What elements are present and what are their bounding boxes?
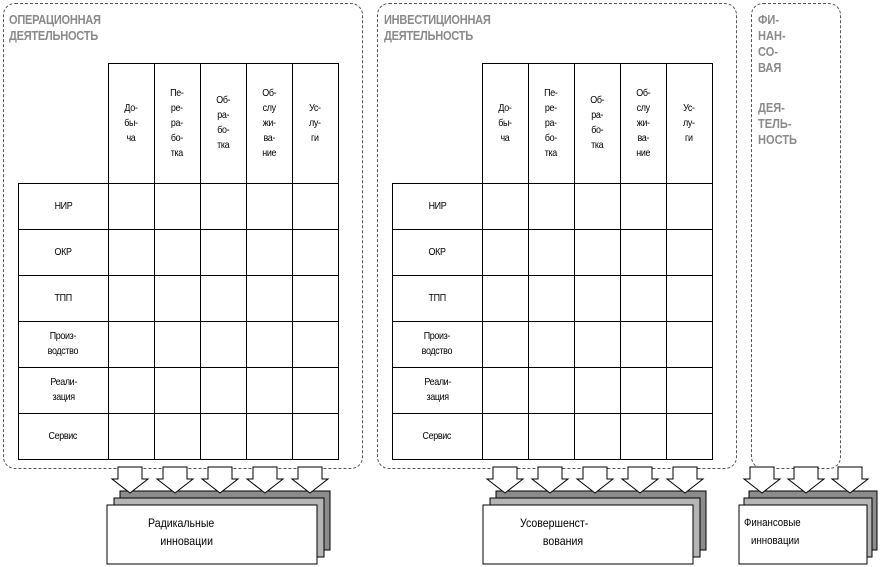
down-arrow-icon	[247, 467, 283, 493]
column-header-line: ра-	[545, 116, 557, 129]
financial-title-line: СО-	[758, 44, 778, 59]
down-arrow-icon	[112, 467, 148, 493]
financial-innovations-label	[744, 514, 801, 550]
row-header-line: Сервис	[48, 429, 78, 442]
row-header-line: Сервис	[422, 429, 452, 442]
column-header-line: бы-	[124, 116, 138, 129]
financial-title-line: НОСТЬ	[758, 132, 797, 147]
row-header-line: ОКР	[54, 245, 72, 258]
column-header-line: лу-	[309, 116, 321, 129]
financial-arrows	[744, 467, 868, 493]
down-arrow-icon	[667, 467, 703, 493]
column-header-line: ва-	[263, 131, 275, 144]
radical-label-line1: Радикальные	[148, 516, 215, 530]
row-header-line: Произ-	[50, 330, 77, 342]
column-header-line: бо-	[216, 124, 230, 137]
row-header-line: ТПП	[54, 291, 72, 304]
column-header-line: Пе-	[544, 86, 558, 99]
column-header-line: Ус-	[309, 101, 321, 114]
column-header-line: жи-	[262, 116, 276, 129]
column-header-line: ра-	[217, 109, 229, 122]
column-header-line: ние	[262, 146, 276, 159]
financial-title-line: ФИ-	[758, 12, 780, 27]
column-header-line: ние	[636, 146, 650, 159]
row-header-line: Произ-	[424, 330, 451, 342]
radical-innovations-label	[148, 514, 214, 550]
financial-label-line2: инновации	[751, 535, 800, 547]
financial-title-line: ТЕЛЬ-	[758, 116, 792, 131]
column-header-line: бо-	[590, 124, 604, 137]
column-header-line: Пе-	[170, 86, 184, 99]
investment-title-line1: ИНВЕСТИЦИОННАЯ	[384, 12, 491, 27]
column-header-line: тка	[590, 139, 604, 152]
financial-title-line: ВАЯ	[758, 60, 782, 75]
column-header-line: До-	[124, 101, 138, 114]
column-header-line: бо-	[170, 131, 184, 144]
improvements-label	[520, 514, 588, 550]
column-header-line: Об-	[261, 86, 276, 99]
column-header-line: ра-	[591, 109, 603, 122]
column-header-line: Ус-	[683, 101, 695, 114]
financial-label-line1: Финансовые	[744, 517, 801, 529]
column-header-line: слу	[262, 101, 276, 114]
column-header-line: ча	[126, 131, 136, 144]
down-arrow-icon	[622, 467, 658, 493]
column-header-line: ра-	[171, 116, 183, 129]
row-header-line: водство	[422, 345, 453, 357]
investment-title-line2: ДЕЯТЕЛЬНОСТЬ	[384, 28, 473, 43]
improving-label-line2: вования	[542, 534, 584, 548]
column-header-line: жи-	[636, 116, 650, 129]
row-header-line: НИР	[54, 199, 73, 212]
column-header-line: Об-	[635, 86, 650, 99]
column-header-line: бо-	[544, 131, 558, 144]
improving-arrows	[487, 467, 703, 493]
column-header-line: ча	[500, 131, 510, 144]
down-arrow-icon	[744, 467, 780, 493]
row-header-line: ОКР	[428, 245, 446, 258]
column-header-line: Об-	[215, 94, 230, 107]
column-header-line: ре-	[545, 101, 557, 114]
down-arrow-icon	[532, 467, 568, 493]
column-header-line: лу-	[683, 116, 695, 129]
column-header-line: тка	[216, 139, 230, 152]
operational-title-line1: ОПЕРАЦИОННАЯ	[9, 12, 101, 27]
row-header-line: зация	[52, 391, 75, 403]
down-arrow-icon	[577, 467, 613, 493]
financial-title-line: ДЕЯ-	[758, 100, 785, 115]
column-header-line: Об-	[589, 94, 604, 107]
row-header-line: Реали-	[49, 376, 77, 388]
column-header-line: тка	[544, 146, 558, 159]
operational-title-line2: ДЕЯТЕЛЬНОСТЬ	[9, 28, 98, 43]
financial-title-line: НАН-	[758, 28, 786, 43]
column-header-line: ги	[311, 131, 319, 144]
row-header-line: НИР	[428, 199, 447, 212]
row-header-line: ТПП	[428, 291, 446, 304]
down-arrow-icon	[202, 467, 238, 493]
improving-label-line1: Усовершенст-	[520, 516, 589, 530]
column-header-line: тка	[170, 146, 184, 159]
radical-arrows	[112, 467, 328, 493]
column-header-line: ги	[685, 131, 693, 144]
column-header-line: бы-	[498, 116, 512, 129]
down-arrow-icon	[157, 467, 193, 493]
row-header-line: водство	[48, 345, 79, 357]
column-header-line: ре-	[171, 101, 183, 114]
radical-label-line2: инновации	[160, 534, 213, 548]
down-arrow-icon	[487, 467, 523, 493]
down-arrow-icon	[292, 467, 328, 493]
column-header-line: ва-	[637, 131, 649, 144]
column-header-line: слу	[636, 101, 650, 114]
down-arrow-icon	[788, 467, 824, 493]
row-header-line: Реали-	[423, 376, 451, 388]
column-header-line: До-	[498, 101, 512, 114]
down-arrow-icon	[832, 467, 868, 493]
row-header-line: зация	[426, 391, 449, 403]
